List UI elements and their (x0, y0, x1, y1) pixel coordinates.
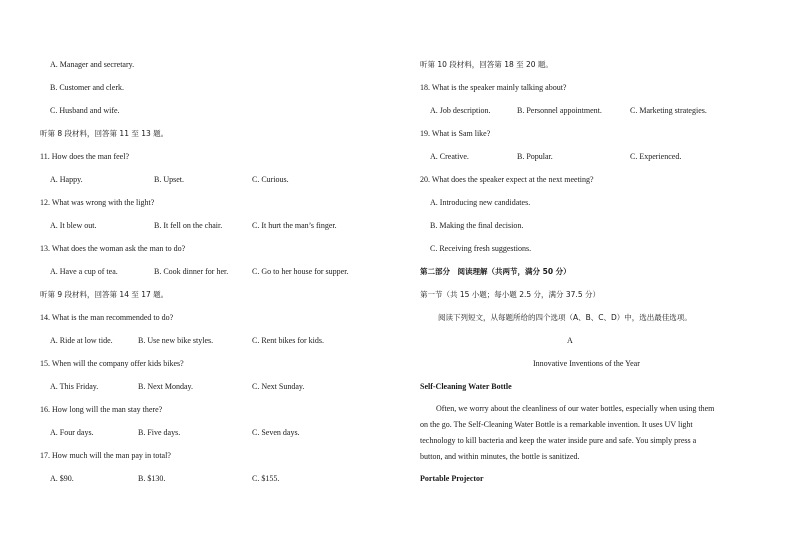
q10-option-b: B. Customer and clerk. (50, 83, 124, 92)
q13-option-c: C. Go to her house for supper. (252, 267, 349, 276)
q11-option-c: C. Curious. (252, 175, 289, 184)
question-18: 18. What is the speaker mainly talking about? (420, 83, 567, 92)
q10-option-a: A. Manager and secretary. (50, 60, 135, 69)
question-12: 12. What was wrong with the light? (40, 198, 155, 207)
q15-option-b: B. Next Monday. (138, 382, 194, 391)
q17-option-b: B. $130. (138, 474, 166, 483)
question-14: 14. What is the man recommended to do? (40, 313, 174, 322)
q14-option-b: B. Use new bike styles. (138, 336, 214, 345)
passage-letter: A (567, 336, 573, 345)
question-11: 11. How does the man feel? (40, 152, 130, 161)
q10-option-c: C. Husband and wife. (50, 106, 120, 115)
q16-option-a: A. Four days. (50, 428, 94, 437)
q16-option-c: C. Seven days. (252, 428, 300, 437)
paragraph-line: Often, we worry about the cleanliness of our water bottles, especially when using them (436, 404, 715, 413)
q20-option-c: C. Receiving fresh suggestions. (430, 244, 532, 253)
section-10-heading: 听第 10 段材料，回答第 18 至 20 题。 (420, 60, 553, 69)
question-13: 13. What does the woman ask the man to do? (40, 244, 186, 253)
q13-option-a: A. Have a cup of tea. (50, 267, 118, 276)
q19-option-a: A. Creative. (430, 152, 469, 161)
q11-option-b: B. Upset. (154, 175, 184, 184)
paragraph-line: on the go. The Self-Cleaning Water Bottle is a remarkable invention. It uses UV light (420, 420, 693, 429)
question-15: 15. When will the company offer kids bikes? (40, 359, 184, 368)
section-9-heading: 听第 9 段材料，回答第 14 至 17 题。 (40, 290, 169, 299)
q12-option-b: B. It fell on the chair. (154, 221, 223, 230)
q11-option-a: A. Happy. (50, 175, 83, 184)
q15-option-a: A. This Friday. (50, 382, 99, 391)
q17-option-a: A. $90. (50, 474, 74, 483)
q15-option-c: C. Next Sunday. (252, 382, 305, 391)
question-19: 19. What is Sam like? (420, 129, 491, 138)
paragraph-line: button, and within minutes, the bottle is sanitized. (420, 452, 580, 461)
q16-option-b: B. Five days. (138, 428, 181, 437)
passage-title: Innovative Inventions of the Year (533, 359, 640, 368)
q17-option-c: C. $155. (252, 474, 280, 483)
question-20: 20. What does the speaker expect at the next meeting? (420, 175, 594, 184)
question-16: 16. How long will the man stay there? (40, 405, 163, 414)
q19-option-c: C. Experienced. (630, 152, 682, 161)
q18-option-b: B. Personnel appointment. (517, 106, 602, 115)
q19-option-b: B. Popular. (517, 152, 553, 161)
q20-option-b: B. Making the final decision. (430, 221, 524, 230)
paragraph-self-cleaning-bottle (420, 401, 752, 465)
q12-option-c: C. It hurt the man’s finger. (252, 221, 337, 230)
part-2-section-1-heading: 第一节（共 15 小题；每小题 2.5 分，满分 37.5 分） (420, 290, 600, 299)
paragraph-line: technology to kill bacteria and keep the water inside pure and safe. You simply press a (420, 436, 697, 445)
q18-option-c: C. Marketing strategies. (630, 106, 707, 115)
q18-option-a: A. Job description. (430, 106, 491, 115)
section-heading-portable-projector: Portable Projector (420, 474, 484, 483)
part-2-heading: 第二部分 阅读理解（共两节，满分 50 分） (420, 267, 571, 276)
reading-instruction: 阅读下列短文，从每题所给的四个选项（A、B、C、D）中，选出最佳选项。 (438, 313, 692, 322)
section-heading-self-cleaning-bottle: Self-Cleaning Water Bottle (420, 382, 512, 391)
section-8-heading: 听第 8 段材料，回答第 11 至 13 题。 (40, 129, 169, 138)
q14-option-a: A. Ride at low tide. (50, 336, 113, 345)
question-17: 17. How much will the man pay in total? (40, 451, 171, 460)
q20-option-a: A. Introducing new candidates. (430, 198, 531, 207)
q14-option-c: C. Rent bikes for kids. (252, 336, 324, 345)
q13-option-b: B. Cook dinner for her. (154, 267, 229, 276)
q12-option-a: A. It blew out. (50, 221, 97, 230)
